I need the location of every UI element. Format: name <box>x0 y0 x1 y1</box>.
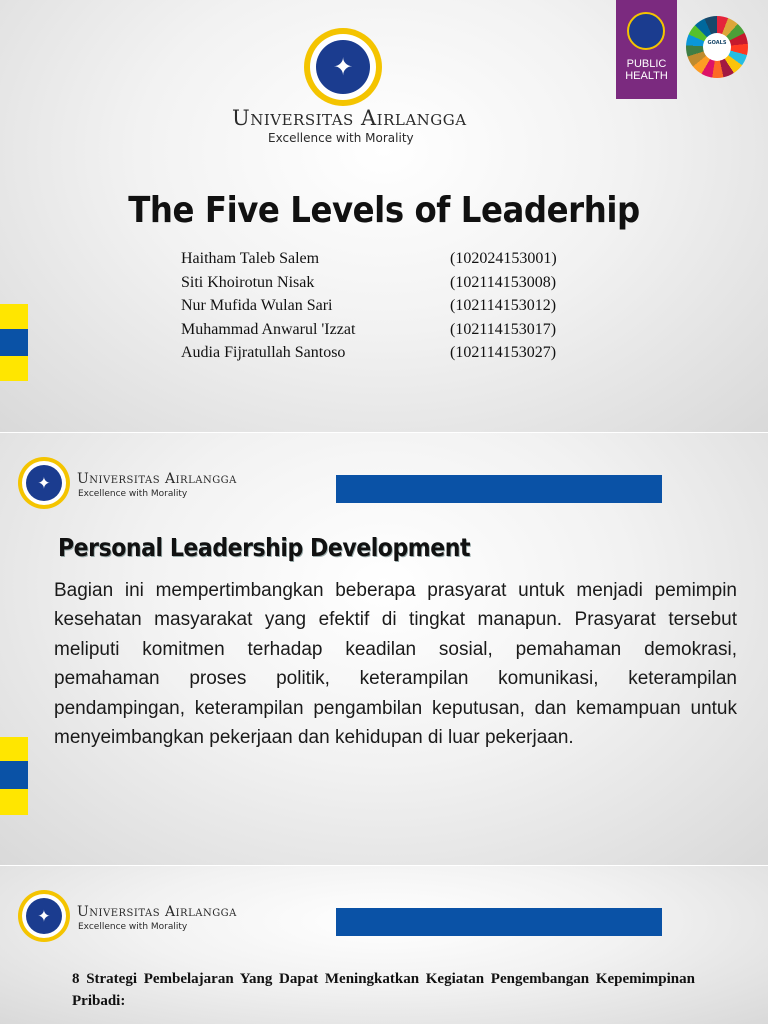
university-emblem-icon: ✦ <box>18 890 70 942</box>
member-row <box>181 344 601 368</box>
slide-personal-leadership <box>0 433 768 865</box>
member-id: (102114153012) <box>450 297 557 314</box>
member-id: (102114153008) <box>450 273 557 291</box>
public-health-label-1: PUBLIC <box>626 58 667 70</box>
university-tagline: Excellence with Morality <box>268 131 414 145</box>
member-id: (102024153001) <box>450 250 557 267</box>
side-stripe-yellow <box>0 304 28 329</box>
public-health-seal-icon <box>627 12 665 50</box>
slide-strategies <box>0 866 768 1024</box>
member-row <box>181 274 601 298</box>
member-name: Audia Fijratullah Santoso <box>181 344 346 361</box>
university-tagline: Excellence with Morality <box>78 922 188 932</box>
side-stripe-yellow <box>0 789 28 815</box>
sdg-label: GOALS <box>707 40 727 46</box>
university-emblem-icon: ✦ <box>18 457 70 509</box>
member-row <box>181 297 601 321</box>
public-health-badge <box>616 0 677 99</box>
member-name: Nur Mufida Wulan Sari <box>181 297 333 314</box>
side-stripe-yellow <box>0 356 28 381</box>
member-list <box>181 250 601 368</box>
university-name: Universitas Airlangga <box>232 106 467 130</box>
member-name: Muhammad Anwarul 'Izzat <box>181 320 356 338</box>
presentation-title: The Five Levels of Leaderhip <box>128 190 640 231</box>
member-row <box>181 321 601 345</box>
slide-title <box>0 0 768 432</box>
side-stripe-blue <box>0 761 28 789</box>
sdg-wheel-icon <box>686 16 748 78</box>
public-health-label-2: HEALTH <box>625 70 668 82</box>
member-name: Siti Khoirotun Nisak <box>181 273 315 291</box>
university-name: Universitas Airlangga <box>77 904 237 920</box>
university-tagline: Excellence with Morality <box>78 489 188 499</box>
member-id: (102114153027) <box>450 344 557 361</box>
university-emblem-icon: ✦ <box>304 28 382 106</box>
section-body: Bagian ini mempertimbangkan beberapa prasyarat untuk menjadi pemimpin kesehatan masyarakat yang efektif di tingkat manapun. Prasyarat tersebut meliputi komitmen terhadap keadilan sosial, pemahaman demokrasi, pemahaman proses politik, keterampilan komunikasi, keterampilan pendampingan, keterampilan pengambilan keputusan, dan kemampuan untuk menyeimbangkan pekerjaan dan kehidupan di luar pekerjaan. <box>54 580 737 749</box>
side-stripe-yellow <box>0 737 28 761</box>
strategies-intro: 8 Strategi Pembelajaran Yang Dapat Meningkatkan Kegiatan Pengembangan Kepemimpinan Pribadi: <box>72 971 695 1009</box>
member-name: Haitham Taleb Salem <box>181 250 320 267</box>
section-title: Personal Leadership Development <box>58 533 471 562</box>
header-accent-bar <box>336 908 662 936</box>
header-accent-bar <box>336 475 662 503</box>
university-name: Universitas Airlangga <box>77 471 237 487</box>
member-id: (102114153017) <box>450 320 557 338</box>
member-row <box>181 250 601 274</box>
side-stripe-blue <box>0 329 28 356</box>
